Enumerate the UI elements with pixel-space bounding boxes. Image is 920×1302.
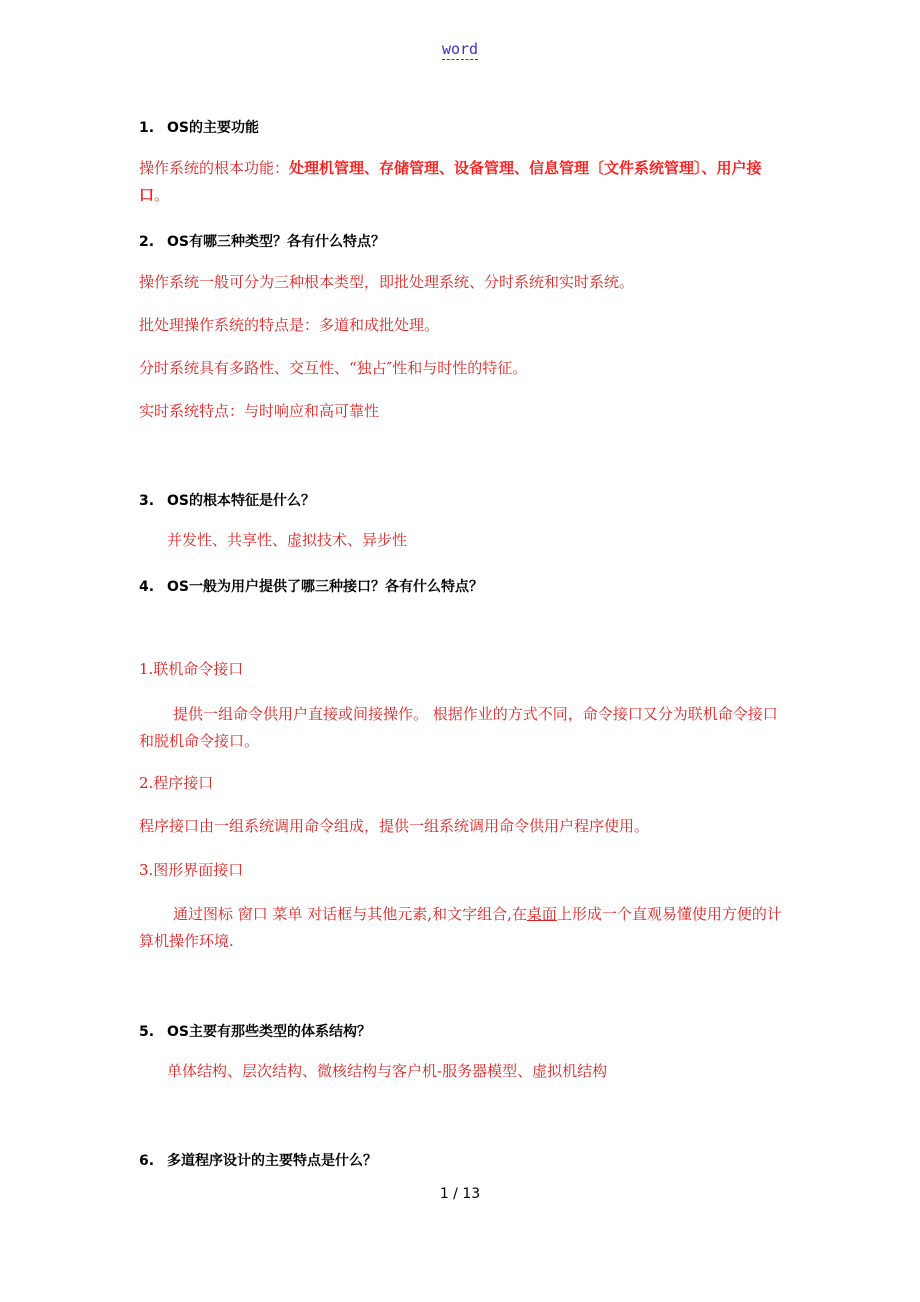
question-number: 5.	[139, 1024, 155, 1040]
answer-4-item-1-title: 1.联机命令接口	[139, 660, 244, 678]
header-label: word	[441, 40, 479, 58]
answer-1	[139, 155, 789, 209]
item-3-text-part-b: 上形成一个直观易懂使用方便的计算机操作环境.	[139, 905, 782, 950]
question-3	[139, 490, 789, 510]
question-title: OS有哪三种类型？各有什么特点？	[167, 234, 385, 250]
answer-end: 。	[154, 186, 170, 204]
question-5	[139, 1021, 789, 1041]
question-number: 2.	[139, 234, 155, 250]
question-title: 多道程序设计的主要特点是什么？	[167, 1153, 377, 1169]
page-header	[0, 40, 920, 58]
answer-2-line-3: 分时系统具有多路性、交互性、“独占″性和与时性的特征。	[139, 359, 528, 377]
answer-4-item-2-text: 程序接口由一组系统调用命令组成，提供一组系统调用命令供用户程序使用。	[139, 817, 650, 835]
answer-2-line-2: 批处理操作系统的特点是：多道和成批处理。	[139, 316, 440, 334]
answer-2-line-1: 操作系统一般可分为三种根本类型，即批处理系统、分时系统和实时系统。	[139, 273, 635, 291]
question-title: OS的根本特征是什么？	[167, 493, 315, 509]
question-4	[139, 576, 789, 596]
question-number: 4.	[139, 579, 155, 595]
answer-emphasis: 处理机管理、存储管理、设备管理、信息管理〔文件系统管理〕、用户接口	[139, 159, 762, 204]
answer-lead: 操作系统的根本功能：	[139, 159, 290, 177]
page-number: 1 / 13	[439, 1186, 481, 1202]
answer-5: 单体结构、层次结构、微核结构与客户机-服务器模型、虚拟机结构	[167, 1062, 608, 1080]
answer-2-line-4: 实时系统特点：与时响应和高可靠性	[139, 402, 380, 420]
answer-4-item-3-title: 3.图形界面接口	[139, 861, 244, 879]
question-6	[139, 1150, 789, 1170]
question-2	[139, 231, 789, 251]
answer-3: 并发性、共享性、虚拟技术、异步性	[167, 531, 408, 549]
question-number: 3.	[139, 493, 155, 509]
question-title: OS的主要功能	[167, 120, 259, 136]
page-footer	[0, 1186, 920, 1202]
question-number: 6.	[139, 1153, 155, 1169]
answer-4-item-1-text: 提供一组命令供用户直接或间接操作。 根据作业的方式不同，命令接口又分为联机命令接口和脱机命令接口。	[139, 705, 778, 750]
answer-4-item-3-text	[139, 901, 789, 955]
question-1	[139, 117, 789, 137]
question-title: OS一般为用户提供了哪三种接口？各有什么特点？	[167, 579, 483, 595]
item-3-text-underlined: 桌面	[526, 905, 557, 923]
question-number: 1.	[139, 120, 155, 136]
question-title: OS主要有那些类型的体系结构？	[167, 1024, 371, 1040]
item-3-text-part-a: 通过图标 窗口 菜单 对话框与其他元素,和文字组合,在	[173, 905, 527, 923]
answer-4-item-2-title: 2.程序接口	[139, 774, 214, 792]
